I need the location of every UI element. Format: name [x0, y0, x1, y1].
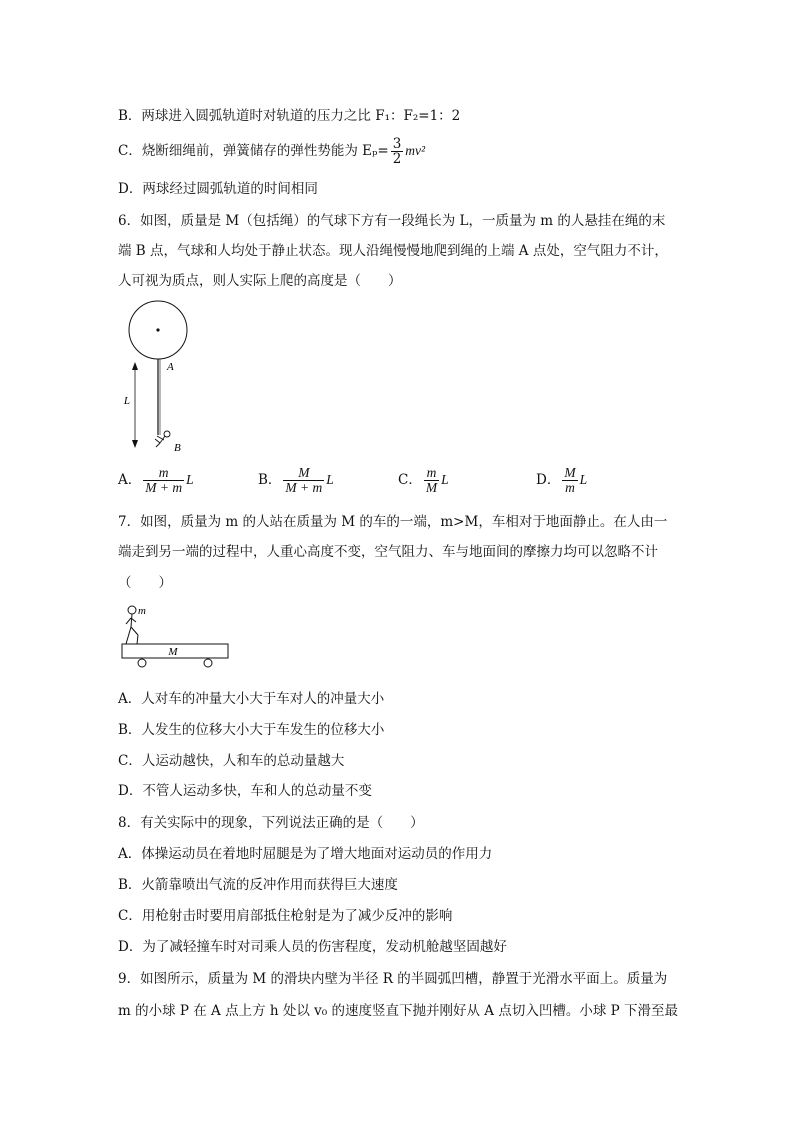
balloon-figure: [120, 300, 210, 460]
fraction-denominator: m: [565, 480, 575, 495]
q6-option-b: [258, 466, 334, 495]
fraction-denominator: M + m: [285, 480, 323, 495]
cart-wheel-left: [138, 659, 146, 667]
q9-stem-line1: 9．如图所示，质量为 M 的滑块内壁为半径 R 的半圆弧凹槽，静置于光滑水平面上。质量为: [118, 971, 668, 987]
q7-option-d: D．不管人运动多快，车和人的总动量不变: [118, 783, 372, 799]
q5-option-c-tail: mv²: [405, 143, 426, 158]
q6-stem-line1: 6．如图，质量是 M（包括绳）的气球下方有一段绳长为 L，一质量为 m 的人悬挂在绳的末: [118, 213, 666, 229]
q7-stem-line2: 端走到另一端的过程中，人重心高度不变，空气阻力、车与地面间的摩擦力均可以忽略不计: [118, 544, 658, 560]
fraction-numerator: M: [564, 465, 576, 480]
q7-stem-line3: （ ）: [118, 575, 172, 591]
q8-option-d: D．为了减轻撞车时对司乘人员的伤害程度，发动机舱越坚固越好: [118, 939, 507, 955]
q8-option-c: C．用枪射击时要用肩部抵住枪射是为了减少反冲的影响: [118, 908, 453, 924]
option-fraction: [143, 466, 184, 495]
cart-wheel-right: [204, 659, 212, 667]
label-b: B: [174, 442, 181, 454]
q8-stem: 8．有关实际中的现象，下列说法正确的是（ ）: [118, 815, 424, 831]
label-l: L: [123, 395, 130, 407]
label-m-small: m: [138, 605, 146, 617]
fraction-numerator: M: [283, 466, 324, 481]
cart-figure: [118, 600, 238, 672]
option-tail: L: [186, 472, 194, 487]
option-tail: L: [579, 472, 588, 487]
q5-option-d: D．两球经过圆弧轨道的时间相同: [118, 181, 318, 197]
fraction-denominator: M: [425, 480, 438, 495]
q7-option-c: C．人运动越快，人和车的总动量越大: [118, 753, 345, 769]
fraction-numerator: m: [424, 466, 439, 481]
fraction-denominator: 2: [392, 151, 402, 167]
q7-stem-line1: 7．如图，质量为 m 的人站在质量为 M 的车的一端，m>M，车相对于地面静止。在人由一: [118, 514, 668, 530]
q5-option-c-fraction: [391, 137, 404, 166]
stick-person: [126, 606, 138, 644]
q7-option-b: B．人发生的位移大小大于车发生的位移大小: [118, 722, 385, 738]
option-label: C．: [398, 472, 422, 488]
fraction-denominator: M + m: [145, 480, 183, 495]
q6-option-c: [398, 466, 449, 495]
q5-option-c: [118, 137, 425, 166]
option-label: B．: [258, 472, 282, 488]
option-fraction: [283, 466, 324, 495]
label-a: A: [167, 361, 174, 373]
dimension-arrow-top: [132, 362, 138, 370]
q8-option-b: B．火箭靠喷出气流的反冲作用而获得巨大速度: [118, 877, 398, 893]
q6-stem-line2: 端 B 点，气球和人均处于静止状态。现人沿绳慢慢地爬到绳的上端 A 点处，空气阻力不计，: [118, 243, 668, 259]
q8-option-a: A．体操运动员在着地时屈腿是为了增大地面对运动员的作用力: [118, 846, 493, 862]
option-tail: L: [441, 472, 449, 487]
q5-option-c-text: C．烧断细绳前，弹簧储存的弹性势能为 Eₚ=: [118, 143, 389, 159]
option-fraction: [424, 466, 439, 495]
q5-option-b: B．两球进入圆弧轨道时对轨道的压力之比 F₁：F₂=1：2: [118, 108, 461, 124]
dimension-arrow-bottom: [132, 440, 138, 448]
q7-option-a: A．人对车的冲量大小大于车对人的冲量大小: [118, 691, 385, 707]
fraction-numerator: m: [143, 466, 184, 481]
balloon-center-dot: [156, 328, 159, 331]
fraction-numerator: 3: [392, 136, 402, 152]
option-tail: L: [326, 472, 334, 487]
option-label: A．: [118, 472, 142, 488]
q6-option-d: [536, 466, 587, 495]
option-label: D．: [536, 472, 561, 488]
option-fraction: [562, 466, 577, 495]
label-m-large: M: [168, 646, 178, 658]
q9-stem-line2: m 的小球 P 在 A 点上方 h 处以 v₀ 的速度竖直下抛并刚好从 A 点切入凹槽。小球 P 下滑至最: [118, 1003, 678, 1019]
person-on-rope: [155, 431, 170, 447]
q6-option-a: [118, 466, 194, 495]
q6-stem-line3: 人可视为质点，则人实际上爬的高度是（ ）: [118, 273, 402, 289]
